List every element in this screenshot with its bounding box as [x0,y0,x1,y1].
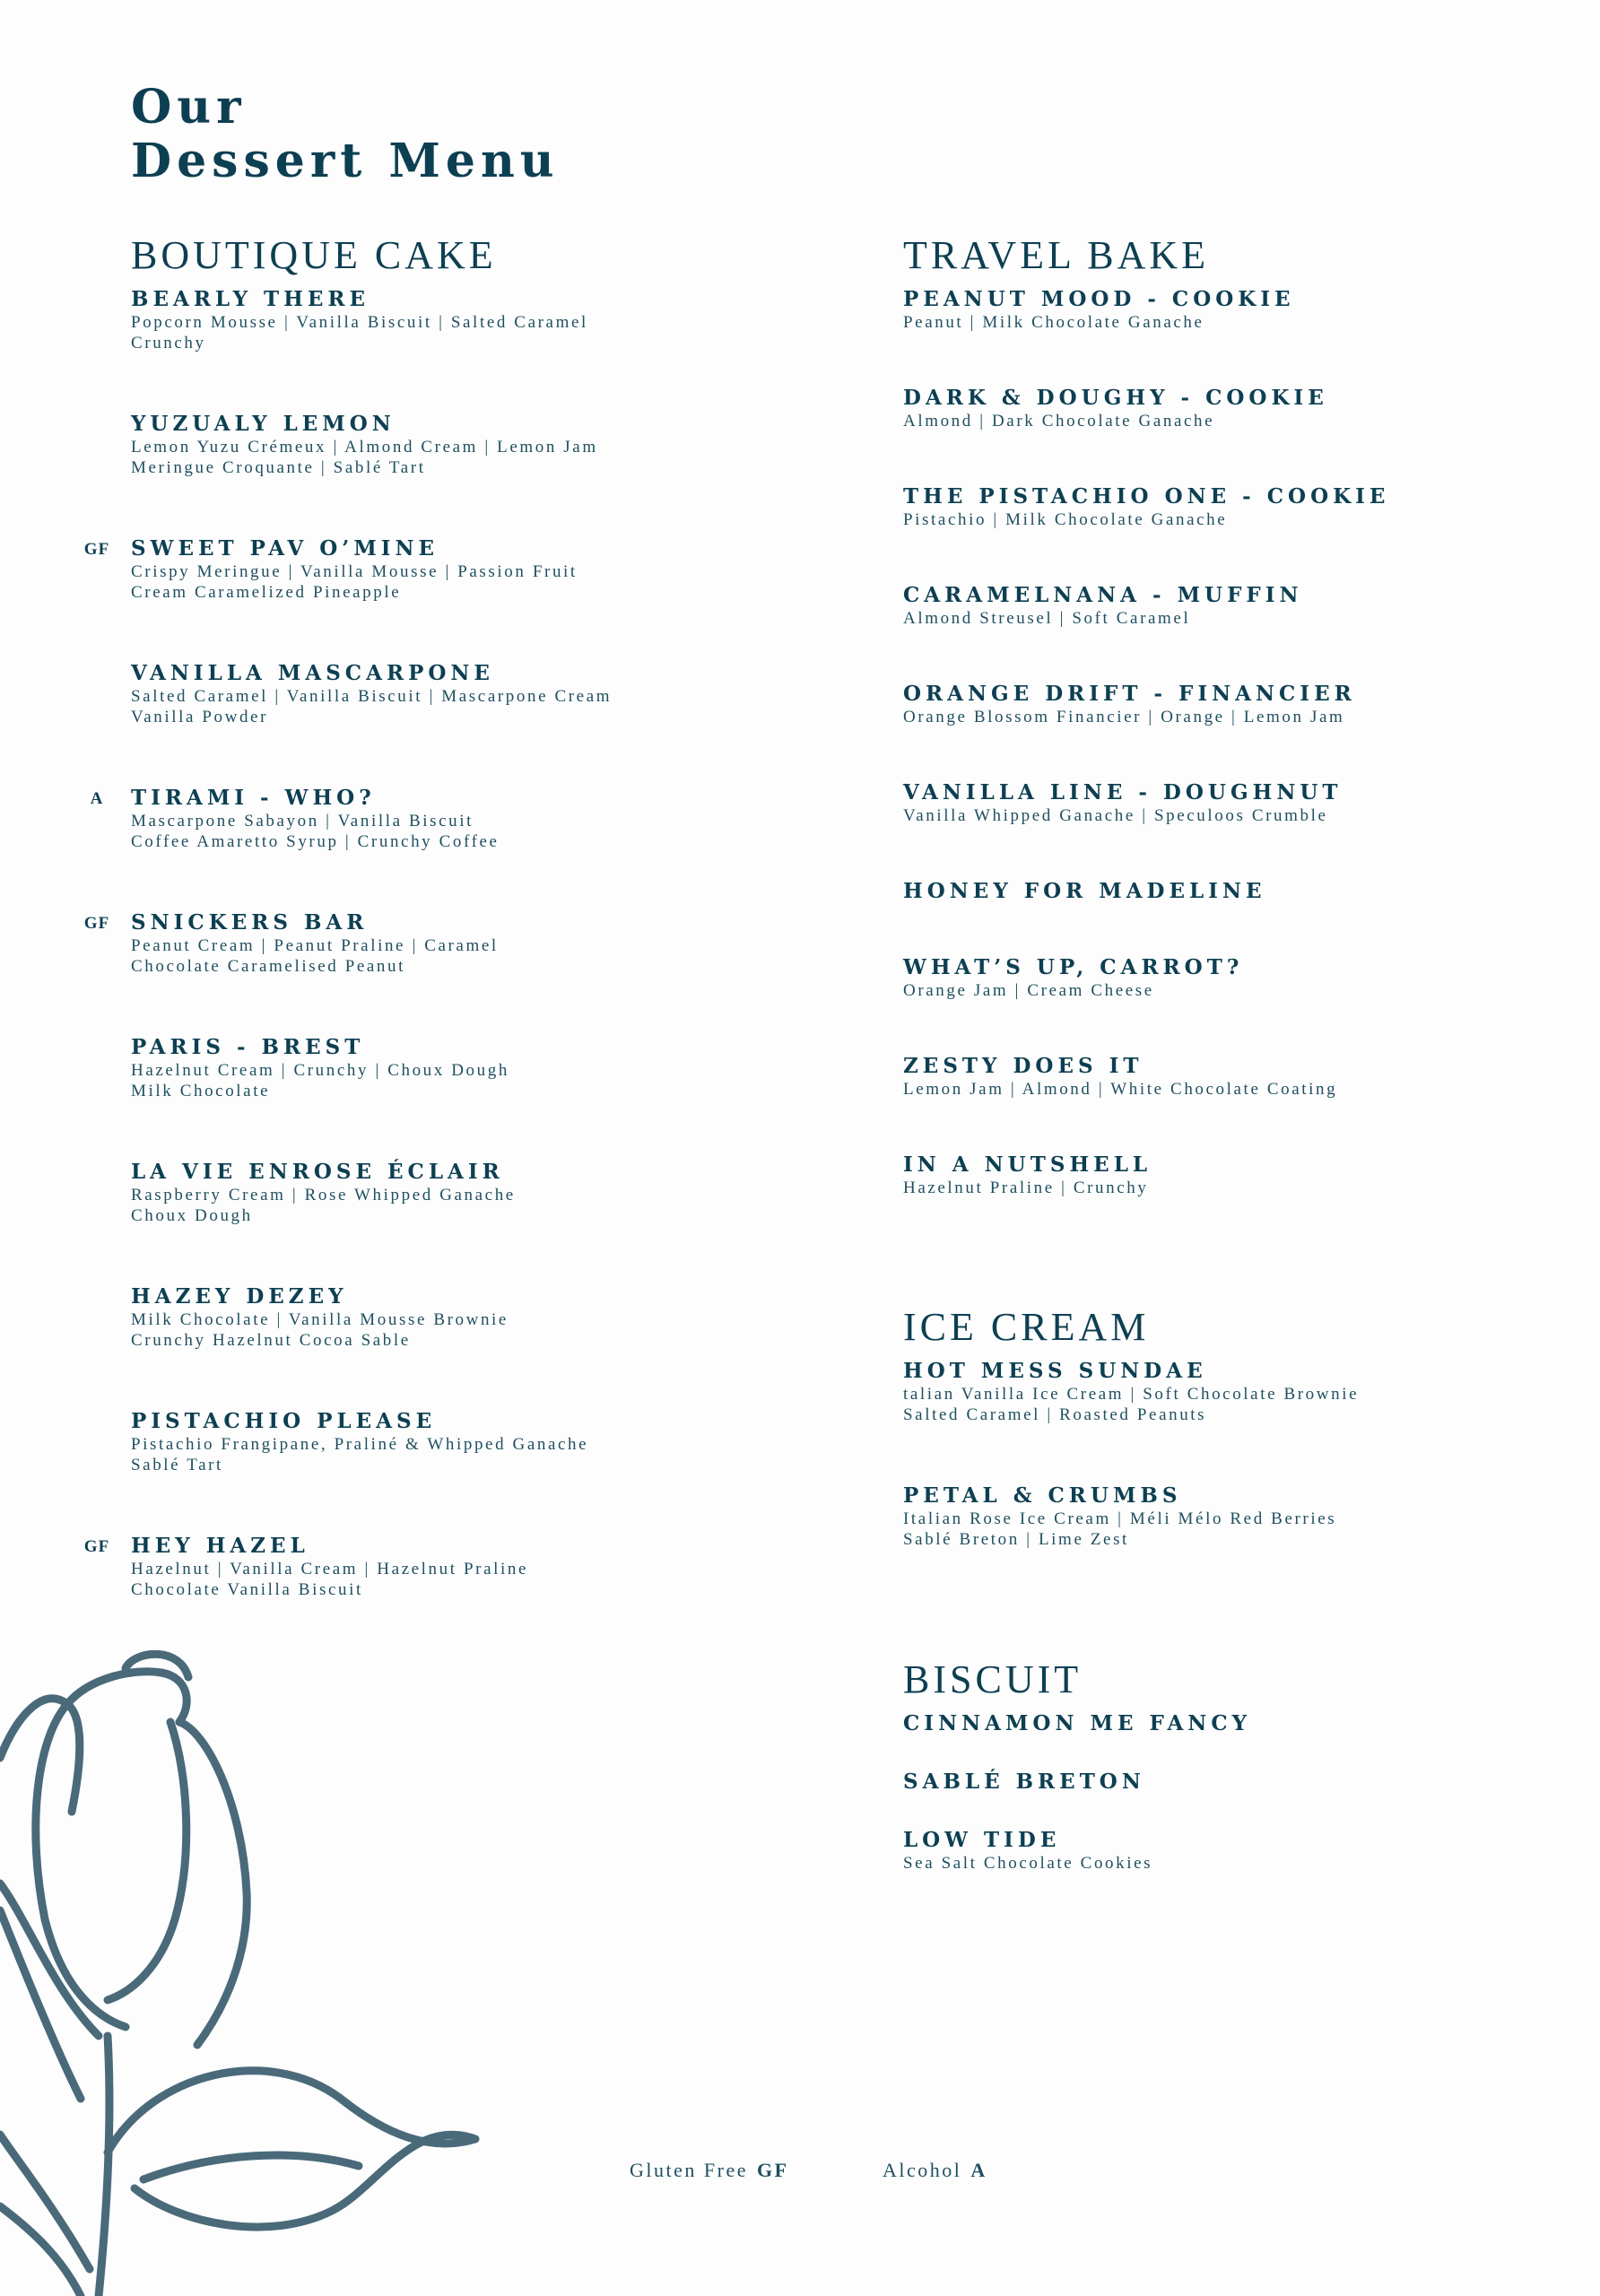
item-name: HAZEY DEZEY [131,1284,348,1309]
ice-cream-section [903,1305,1585,1608]
item-name: IN A NUTSHELL [903,1152,1152,1177]
menu-item-caramelnana [903,583,1585,682]
item-description: Sea Salt Chocolate Cookies [903,1854,1153,1873]
item-name: PEANUT MOOD - COOKIE [903,287,1295,311]
magnolia-flower-icon [0,1650,502,2296]
item-description: Hazelnut Praline | Crunchy [903,1178,1149,1197]
item-desc-line: Pistachio Frangipane, Praliné & Whipped Ganache [131,1435,589,1454]
menu-item-sweet-pav-omine [83,536,813,661]
title-line-1: Our [131,80,247,135]
item-name: DARK & DOUGHY - COOKIE [903,386,1328,410]
item-description [131,686,813,727]
item-description: Orange Jam | Cream Cheese [903,981,1154,1000]
item-description [131,312,813,353]
right-column [903,233,1585,1886]
item-name: SNICKERS BAR [131,910,369,935]
item-name: SWEET PAV O’MINE [131,536,439,561]
item-desc-line: Hazelnut Cream | Crunchy | Choux Dough [131,1061,509,1080]
title-line-2: Dessert Menu [131,134,560,188]
menu-item-petal-and-crumbs [903,1483,1585,1608]
section-title-boutique-cake: BOUTIQUE CAKE [131,233,497,277]
menu-item-cinnamon-me-fancy [903,1711,1585,1770]
legend-gluten-free [630,2159,789,2181]
item-name: PISTACHIO PLEASE [131,1409,437,1433]
alcohol-tag: A [90,789,104,808]
item-name: CARAMELNANA - MUFFIN [903,583,1303,607]
item-description [131,1060,813,1101]
page-title [131,81,560,188]
item-desc-line: Popcorn Mousse | Vanilla Biscuit | Salted Caramel [131,313,588,332]
menu-item-hazey-dezey [131,1284,813,1409]
item-name: ZESTY DOES IT [903,1054,1143,1078]
menu-item-the-pistachio-one [903,484,1585,583]
item-name: WHAT’S UP, CARROT? [903,955,1244,979]
item-description: Peanut | Milk Chocolate Ganache [903,313,1204,332]
menu-item-zesty-does-it [903,1054,1585,1152]
travel-bake-section [903,233,1585,1251]
item-desc-line: Chocolate Caramelised Peanut [131,957,406,976]
item-description: Lemon Jam | Almond | White Chocolate Coating [903,1080,1338,1099]
item-desc-line: Crunchy Hazelnut Cocoa Sable [131,1331,411,1350]
item-desc-line: Sablé Tart [131,1456,223,1474]
biscuit-section [903,1657,1585,1886]
boutique-cake-list [83,287,813,1658]
legend-alc-label: Alcohol [883,2159,962,2181]
menu-item-vanilla-line [903,780,1585,879]
item-desc-line: Salted Caramel | Roasted Peanuts [903,1405,1207,1424]
item-name: VANILLA MASCARPONE [131,661,494,685]
menu-item-in-a-nutshell [903,1152,1585,1251]
menu-item-peanut-mood [903,287,1585,386]
item-desc-line: Crunchy [131,334,206,352]
item-name: BEARLY THERE [131,287,370,311]
menu-item-bearly-there [131,287,813,412]
item-description [903,1509,1585,1550]
item-name: PETAL & CRUMBS [903,1483,1182,1508]
menu-item-la-vie-enrose-eclair [131,1160,813,1284]
menu-item-vanilla-mascarpone [131,661,813,786]
section-title-biscuit: BISCUIT [903,1657,1083,1701]
menu-item-low-tide [903,1828,1585,1886]
legend-alcohol [883,2159,987,2182]
item-name: HONEY FOR MADELINE [903,879,1266,903]
item-description: Almond Streusel | Soft Caramel [903,609,1191,628]
item-description [131,935,813,977]
item-desc-line: Vanilla Powder [131,708,269,726]
item-desc-line: Choux Dough [131,1206,253,1225]
menu-item-dark-and-doughy [903,386,1585,484]
item-description [131,1559,813,1600]
section-title-travel-bake: TRAVEL BAKE [903,233,1209,277]
legend-gf-key: GF [756,2159,789,2181]
item-desc-line: Salted Caramel | Vanilla Biscuit | Mascarpone Cream [131,687,613,706]
dietary-legend [630,2159,987,2182]
menu-item-pistachio-please [131,1409,813,1534]
item-desc-line: Raspberry Cream | Rose Whipped Ganache [131,1186,516,1205]
item-desc-line: Sablé Breton | Lime Zest [903,1530,1129,1549]
item-desc-line: Crispy Meringue | Vanilla Mousse | Passion Fruit [131,562,578,581]
item-description: Vanilla Whipped Ganache | Speculoos Crumble [903,806,1328,825]
item-desc-line: Coffee Amaretto Syrup | Crunchy Coffee [131,832,500,851]
item-desc-line: Milk Chocolate | Vanilla Mousse Brownie [131,1310,509,1329]
item-name: HOT MESS SUNDAE [903,1359,1207,1383]
legend-alc-key: A [970,2159,987,2181]
item-description: Pistachio | Milk Chocolate Ganache [903,510,1228,529]
item-name: PARIS - BREST [131,1035,365,1059]
item-name: THE PISTACHIO ONE - COOKIE [903,484,1390,509]
item-desc-line: Hazelnut | Vanilla Cream | Hazelnut Praline [131,1560,529,1578]
item-desc-line: Cream Caramelized Pineapple [131,583,402,602]
item-description [131,561,813,603]
item-desc-line: talian Vanilla Ice Cream | Soft Chocolate Brownie [903,1385,1360,1404]
item-description [131,437,813,478]
item-desc-line: Meringue Croquante | Sablé Tart [131,458,426,477]
item-description [903,1384,1585,1425]
boutique-cake-section [83,233,813,1658]
item-name: SABLÉ BRETON [903,1770,1145,1794]
item-desc-line: Lemon Yuzu Crémeux | Almond Cream | Lemon Jam [131,438,598,457]
legend-gf-label: Gluten Free [630,2159,748,2181]
item-description [131,1185,813,1226]
item-name: VANILLA LINE - DOUGHNUT [903,780,1343,804]
menu-item-hey-hazel [83,1534,813,1658]
item-description [131,811,813,852]
menu-item-whats-up-carrot [903,955,1585,1054]
item-desc-line: Italian Rose Ice Cream | Méli Mélo Red Berries [903,1509,1337,1528]
menu-item-honey-for-madeline [903,879,1585,955]
item-name: CINNAMON ME FANCY [903,1711,1252,1735]
menu-item-snickers-bar [83,910,813,1035]
item-name: ORANGE DRIFT - FINANCIER [903,682,1356,706]
item-name: YUZUALY LEMON [131,412,396,436]
item-desc-line: Mascarpone Sabayon | Vanilla Biscuit [131,812,474,831]
gluten-free-tag: GF [83,1537,110,1556]
item-desc-line: Peanut Cream | Peanut Praline | Caramel [131,936,499,955]
menu-item-yuzualy-lemon [131,412,813,536]
menu-item-hot-mess-sundae [903,1359,1585,1483]
item-description: Orange Blossom Financier | Orange | Lemon Jam [903,708,1345,726]
item-name: LOW TIDE [903,1828,1061,1852]
menu-item-sable-breton [903,1770,1585,1828]
item-description [131,1434,813,1475]
menu-item-tirami-who [90,786,813,910]
menu-item-paris-brest [131,1035,813,1160]
item-description [131,1309,813,1351]
section-title-ice-cream: ICE CREAM [903,1305,1150,1349]
item-desc-line: Milk Chocolate [131,1082,271,1100]
item-name: HEY HAZEL [131,1534,309,1558]
gluten-free-tag: GF [83,540,110,559]
item-name: LA VIE ENROSE ÉCLAIR [131,1160,504,1184]
item-desc-line: Chocolate Vanilla Biscuit [131,1580,363,1599]
gluten-free-tag: GF [83,914,110,933]
menu-item-orange-drift [903,682,1585,780]
item-name: TIRAMI - WHO? [131,786,376,810]
item-description: Almond | Dark Chocolate Ganache [903,412,1215,430]
